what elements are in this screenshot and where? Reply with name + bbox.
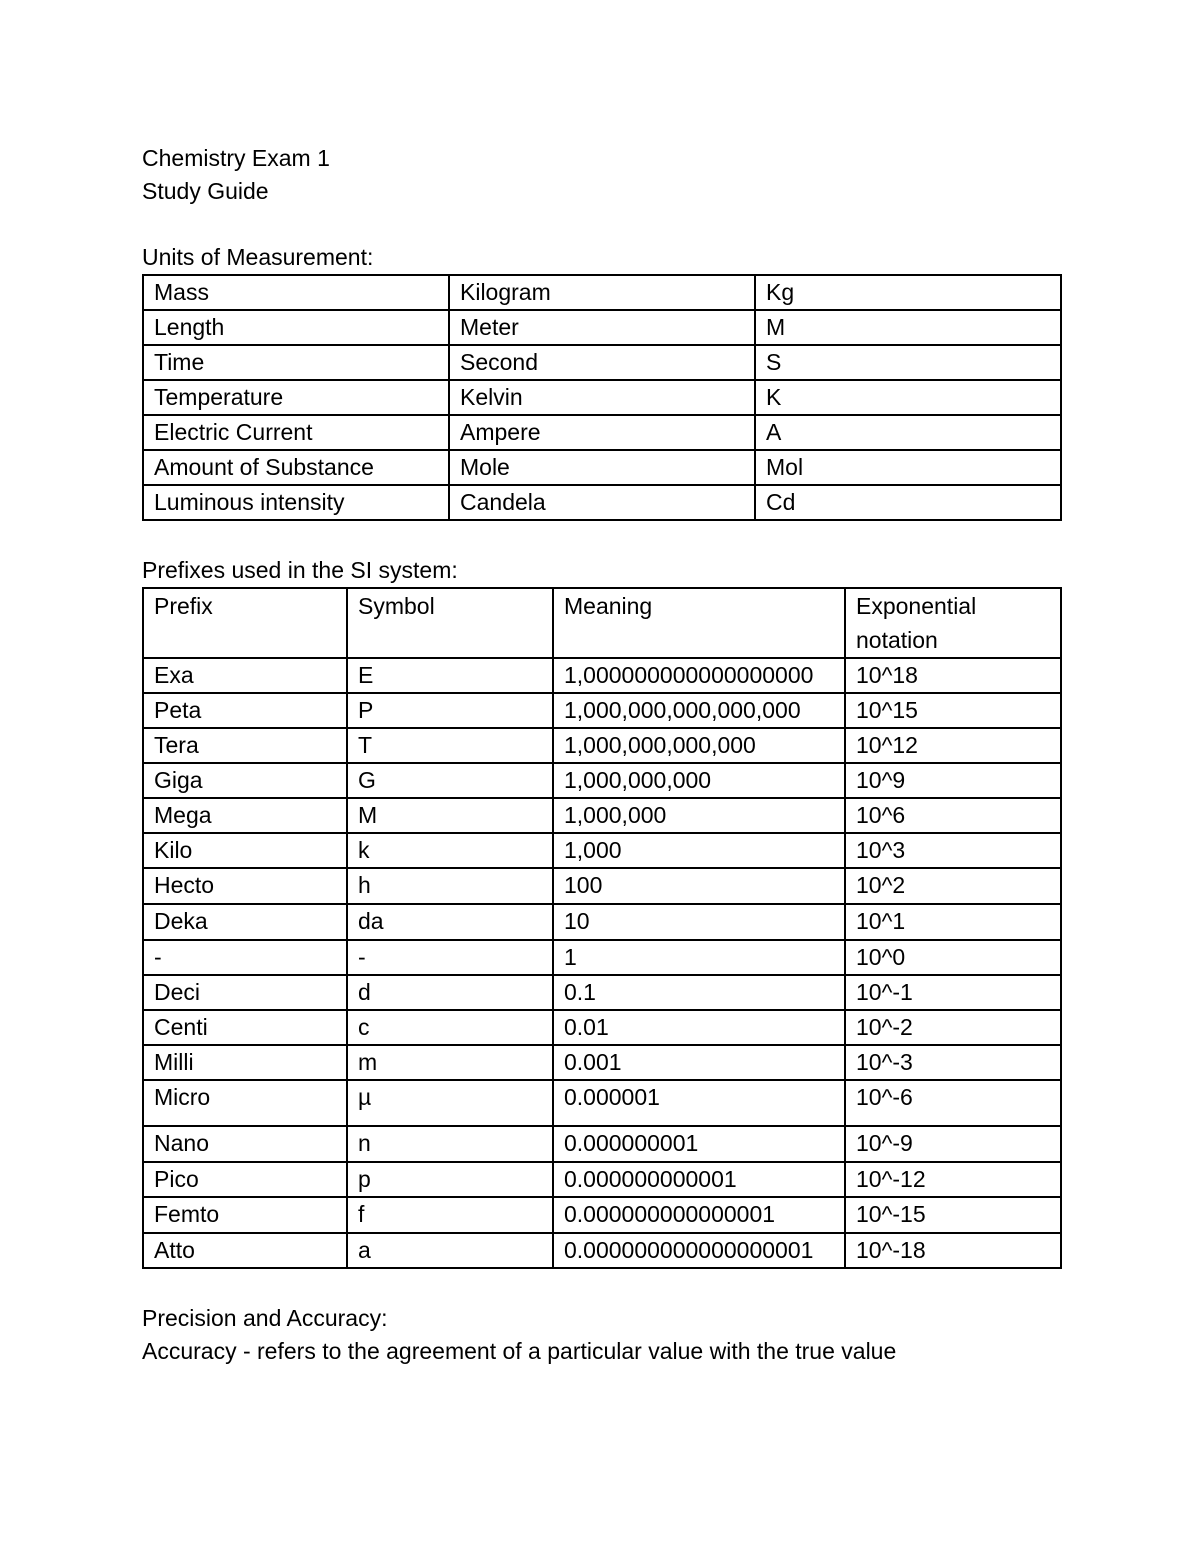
abbreviation-cell: Kg xyxy=(755,275,1061,310)
column-header-line: notation xyxy=(856,627,938,653)
table-row xyxy=(143,275,1061,310)
spacer xyxy=(142,208,1060,241)
column-header-exponential-notation xyxy=(845,588,1061,658)
meaning-cell: 0.001 xyxy=(553,1045,845,1080)
table-row xyxy=(143,310,1061,345)
table-row xyxy=(143,763,1061,798)
symbol-cell: P xyxy=(347,693,553,728)
symbol-cell: h xyxy=(347,868,553,904)
exponent-cell: 10^9 xyxy=(845,763,1061,798)
meaning-cell: 0.000001 xyxy=(553,1080,845,1126)
meaning-cell: 100 xyxy=(553,868,845,904)
prefix-cell: Micro xyxy=(143,1080,347,1126)
exponent-cell: 10^0 xyxy=(845,940,1061,975)
table-row xyxy=(143,904,1061,940)
exponent-cell: 10^-12 xyxy=(845,1162,1061,1197)
symbol-cell: m xyxy=(347,1045,553,1080)
prefix-cell: Peta xyxy=(143,693,347,728)
table-row xyxy=(143,693,1061,728)
exponent-cell: 10^-6 xyxy=(845,1080,1061,1126)
table-row xyxy=(143,380,1061,415)
column-header-line: Exponential xyxy=(856,593,977,619)
quantity-cell: Length xyxy=(143,310,449,345)
table-row xyxy=(143,345,1061,380)
unit-cell: Ampere xyxy=(449,415,755,450)
quantity-cell: Luminous intensity xyxy=(143,485,449,520)
table-row xyxy=(143,975,1061,1010)
document-title: Chemistry Exam 1 xyxy=(142,145,330,171)
symbol-cell: E xyxy=(347,658,553,693)
unit-cell: Meter xyxy=(449,310,755,345)
prefix-cell: Atto xyxy=(143,1233,347,1268)
prefix-cell: Nano xyxy=(143,1126,347,1162)
meaning-cell: 0.1 xyxy=(553,975,845,1010)
table-row xyxy=(143,658,1061,693)
table-row xyxy=(143,1197,1061,1233)
symbol-cell: G xyxy=(347,763,553,798)
prefixes-table xyxy=(142,587,1062,1269)
table-row xyxy=(143,833,1061,868)
table-row xyxy=(143,415,1061,450)
unit-cell: Mole xyxy=(449,450,755,485)
exponent-cell: 10^3 xyxy=(845,833,1061,868)
meaning-cell: 0.000000000000000001 xyxy=(553,1233,845,1268)
quantity-cell: Time xyxy=(143,345,449,380)
column-header-symbol: Symbol xyxy=(347,588,553,658)
symbol-cell: k xyxy=(347,833,553,868)
prefix-cell: Milli xyxy=(143,1045,347,1080)
prefix-cell: - xyxy=(143,940,347,975)
symbol-cell: T xyxy=(347,728,553,763)
prefixes-heading: Prefixes used in the SI system: xyxy=(142,557,458,583)
prefix-cell: Giga xyxy=(143,763,347,798)
exponent-cell: 10^-2 xyxy=(845,1010,1061,1045)
abbreviation-cell: S xyxy=(755,345,1061,380)
table-row xyxy=(143,728,1061,763)
exponent-cell: 10^18 xyxy=(845,658,1061,693)
meaning-cell: 0.01 xyxy=(553,1010,845,1045)
spacer xyxy=(142,1269,1060,1302)
meaning-cell: 10 xyxy=(553,904,845,940)
meaning-cell: 1,000,000,000 xyxy=(553,763,845,798)
exponent-cell: 10^6 xyxy=(845,798,1061,833)
meaning-cell: 0.000000000001 xyxy=(553,1162,845,1197)
unit-cell: Kelvin xyxy=(449,380,755,415)
table-row xyxy=(143,1126,1061,1162)
prefix-cell: Centi xyxy=(143,1010,347,1045)
unit-cell: Second xyxy=(449,345,755,380)
unit-cell: Kilogram xyxy=(449,275,755,310)
exponent-cell: 10^-1 xyxy=(845,975,1061,1010)
spacer xyxy=(142,521,1060,554)
symbol-cell: d xyxy=(347,975,553,1010)
prefix-cell: Tera xyxy=(143,728,347,763)
exponent-cell: 10^15 xyxy=(845,693,1061,728)
accuracy-definition: Accuracy - refers to the agreement of a particular value with the true value xyxy=(142,1338,897,1364)
symbol-cell: M xyxy=(347,798,553,833)
table-row xyxy=(143,940,1061,975)
document-page xyxy=(142,142,1060,1368)
meaning-cell: 1,000,000,000,000,000 xyxy=(553,693,845,728)
meaning-cell: 1,000,000,000,000 xyxy=(553,728,845,763)
prefix-cell: Mega xyxy=(143,798,347,833)
symbol-cell: da xyxy=(347,904,553,940)
exponent-cell: 10^-15 xyxy=(845,1197,1061,1233)
symbol-cell: a xyxy=(347,1233,553,1268)
abbreviation-cell: Mol xyxy=(755,450,1061,485)
table-row xyxy=(143,450,1061,485)
meaning-cell: 1,000000000000000000 xyxy=(553,658,845,693)
column-header-prefix: Prefix xyxy=(143,588,347,658)
exponent-cell: 10^12 xyxy=(845,728,1061,763)
exponent-cell: 10^-3 xyxy=(845,1045,1061,1080)
abbreviation-cell: K xyxy=(755,380,1061,415)
abbreviation-cell: Cd xyxy=(755,485,1061,520)
quantity-cell: Amount of Substance xyxy=(143,450,449,485)
quantity-cell: Temperature xyxy=(143,380,449,415)
meaning-cell: 0.000000001 xyxy=(553,1126,845,1162)
symbol-cell: n xyxy=(347,1126,553,1162)
table-row xyxy=(143,868,1061,904)
symbol-cell: - xyxy=(347,940,553,975)
meaning-cell: 1,000 xyxy=(553,833,845,868)
exponent-cell: 10^2 xyxy=(845,868,1061,904)
symbol-cell: µ xyxy=(347,1080,553,1126)
unit-cell: Candela xyxy=(449,485,755,520)
exponent-cell: 10^-18 xyxy=(845,1233,1061,1268)
table-row xyxy=(143,1080,1061,1126)
meaning-cell: 1,000,000 xyxy=(553,798,845,833)
table-row xyxy=(143,1233,1061,1268)
units-heading: Units of Measurement: xyxy=(142,244,374,270)
prefix-cell: Deka xyxy=(143,904,347,940)
symbol-cell: f xyxy=(347,1197,553,1233)
exponent-cell: 10^-9 xyxy=(845,1126,1061,1162)
table-row xyxy=(143,1045,1061,1080)
exponent-cell: 10^1 xyxy=(845,904,1061,940)
abbreviation-cell: A xyxy=(755,415,1061,450)
table-row xyxy=(143,485,1061,520)
symbol-cell: p xyxy=(347,1162,553,1197)
prefix-cell: Exa xyxy=(143,658,347,693)
table-row xyxy=(143,1010,1061,1045)
quantity-cell: Electric Current xyxy=(143,415,449,450)
prefix-cell: Deci xyxy=(143,975,347,1010)
table-row xyxy=(143,798,1061,833)
column-header-meaning: Meaning xyxy=(553,588,845,658)
prefix-cell: Femto xyxy=(143,1197,347,1233)
prefix-cell: Pico xyxy=(143,1162,347,1197)
meaning-cell: 0.000000000000001 xyxy=(553,1197,845,1233)
table-row xyxy=(143,1162,1061,1197)
prefix-cell: Kilo xyxy=(143,833,347,868)
document-subtitle: Study Guide xyxy=(142,178,269,204)
units-table xyxy=(142,274,1062,521)
precision-heading: Precision and Accuracy: xyxy=(142,1305,388,1331)
meaning-cell: 1 xyxy=(553,940,845,975)
quantity-cell: Mass xyxy=(143,275,449,310)
table-header-row xyxy=(143,588,1061,658)
prefix-cell: Hecto xyxy=(143,868,347,904)
symbol-cell: c xyxy=(347,1010,553,1045)
abbreviation-cell: M xyxy=(755,310,1061,345)
